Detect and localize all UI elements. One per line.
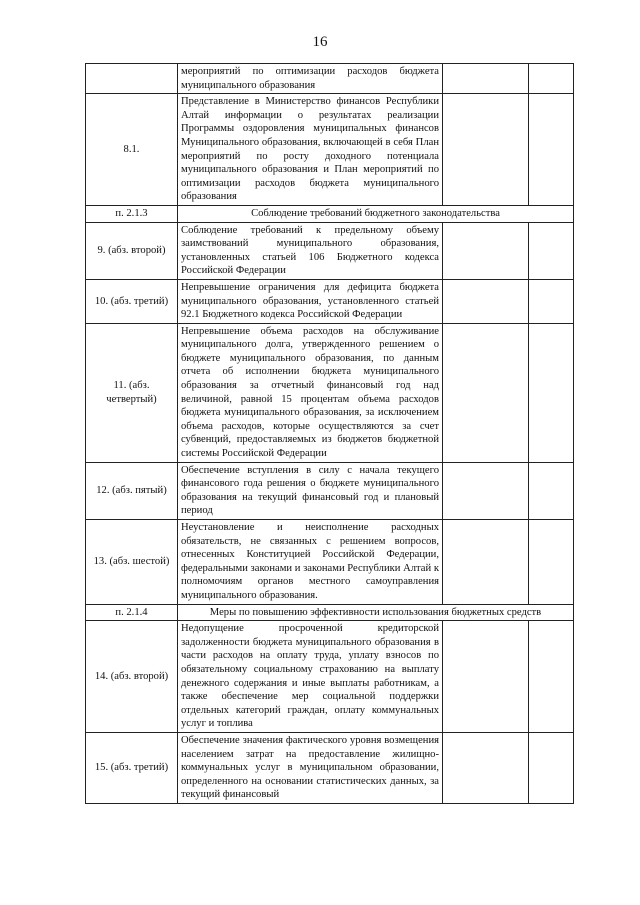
table-row [86, 94, 574, 206]
empty-cell [529, 621, 574, 733]
empty-cell [529, 94, 574, 206]
item-description: мероприятий по оптимизации расходов бюджета муниципального образования [178, 64, 443, 94]
item-number: 14. (абз. второй) [86, 621, 178, 733]
empty-cell [443, 222, 529, 279]
empty-cell [443, 323, 529, 462]
item-number: 11. (абз. четвертый) [86, 323, 178, 462]
item-description: Обеспечение вступления в силу с начала текущего финансового года решения о бюджете муниципального образования на текущий финансовый год и плановый период [178, 462, 443, 519]
empty-cell [529, 279, 574, 323]
section-title: Меры по повышению эффективности использования бюджетных средств [178, 604, 574, 621]
table-row [86, 462, 574, 519]
empty-cell [443, 279, 529, 323]
empty-cell [443, 64, 529, 94]
item-description: Непревышение объема расходов на обслуживание муниципального долга, утвержденного решением о бюджете муниципального образования, по данным отчета об исполнении бюджета муниципального образования за отчетный финансовый год над величиной, равной 15 процентам объема расходов бюджета муниципального образования, за исключением объема расходов, которые осуществляются за счет субвенций, предоставляемых из бюджетов бюджетной системы Российской Федерации [178, 323, 443, 462]
empty-cell [529, 222, 574, 279]
table-row [86, 520, 574, 605]
empty-cell [443, 94, 529, 206]
item-description: Соблюдение требований к предельному объему заимствований муниципального образования, установленных статьей 106 Бюджетного кодекса Российской Федерации [178, 222, 443, 279]
item-number [86, 64, 178, 94]
table-row [86, 323, 574, 462]
section-title: Соблюдение требований бюджетного законодательства [178, 205, 574, 222]
empty-cell [443, 520, 529, 605]
item-number: 12. (абз. пятый) [86, 462, 178, 519]
item-description: Недопущение просроченной кредиторской задолженности бюджета муниципального образования в части расходов на оплату труда, уплату взносов по обязательному социальному страхованию на выплату денежного содержания и иные выплаты работникам, а также обеспечение мер социальной поддержки отдельных категорий граждан, оплату коммунальных услуг и топлива [178, 621, 443, 733]
empty-cell [443, 732, 529, 803]
empty-cell [529, 732, 574, 803]
item-number: 15. (абз. третий) [86, 732, 178, 803]
table-row [86, 732, 574, 803]
section-row [86, 205, 574, 222]
item-number: 9. (абз. второй) [86, 222, 178, 279]
item-description: Неустановление и неисполнение расходных обязательств, не связанных с решением вопросов, отнесенных Конституцией Российской Федерации, федеральными законами и законами Республики Алтай к полномочиям органов местного самоуправления муниципального образования. [178, 520, 443, 605]
table-row [86, 621, 574, 733]
item-description: Представление в Министерство финансов Республики Алтай информации о результатах реализации Программы оздоровления муниципальных финансов Муниципального образования, включающей в себя План мероприятий по росту доходного потенциала муниципального образования и План мероприятий по оптимизации расходов бюджета муниципального образования [178, 94, 443, 206]
empty-cell [529, 323, 574, 462]
section-number: п. 2.1.3 [86, 205, 178, 222]
section-number: п. 2.1.4 [86, 604, 178, 621]
table-row [86, 64, 574, 94]
item-description: Обеспечение значения фактического уровня возмещения населением затрат на предоставление жилищно-коммунальных услуг в муниципальном образовании, определенного на основании статистических данных, за текущий финансовый [178, 732, 443, 803]
table-row [86, 222, 574, 279]
page-number: 16 [312, 34, 328, 50]
item-description: Непревышение ограничения для дефицита бюджета муниципального образования, установленного статьей 92.1 Бюджетного кодекса Российской Федерации [178, 279, 443, 323]
empty-cell [529, 462, 574, 519]
empty-cell [443, 462, 529, 519]
empty-cell [443, 621, 529, 733]
item-number: 10. (абз. третий) [86, 279, 178, 323]
empty-cell [529, 520, 574, 605]
measures-table [85, 63, 574, 804]
table-row [86, 279, 574, 323]
item-number: 13. (абз. шестой) [86, 520, 178, 605]
section-row [86, 604, 574, 621]
item-number: 8.1. [86, 94, 178, 206]
empty-cell [529, 64, 574, 94]
